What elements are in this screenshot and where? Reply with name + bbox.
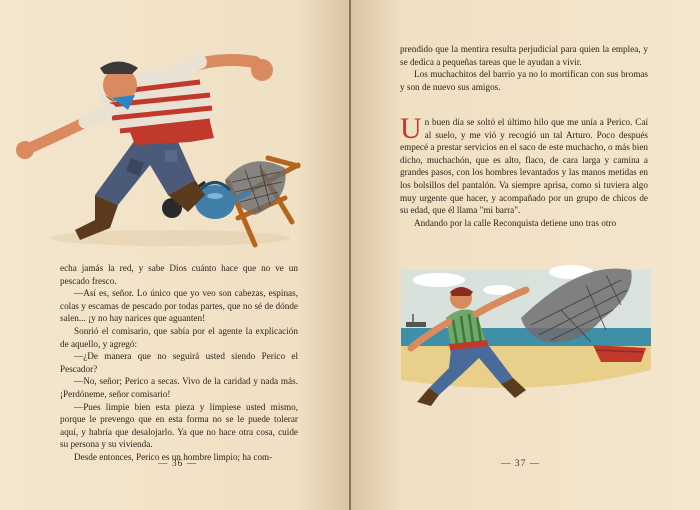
right-page	[351, 0, 700, 510]
page-number: — 37 —	[501, 459, 541, 469]
right-page-top-text	[400, 43, 648, 93]
fisherman-tripping-illustration	[0, 0, 349, 255]
left-page	[0, 0, 349, 510]
paragraph: Los muchachitos del barrio ya no lo mortifican con sus bromas y son de nuevo sus amigos.	[400, 69, 648, 92]
paragraph: —Así es, señor. Lo único que yo veo son cabezas, espinas, colas y escamas de pescado por todas partes, que no sé de dónde salen... ¡y no hay narices que aguanten!	[60, 288, 298, 324]
drop-cap: U	[400, 112, 422, 145]
paragraph: n buen día se soltó el último hilo que me unía a Perico. Caí al suelo, y me vió y recogió un tal Arturo. Poco después empecé a prestar servicios en el saco de este muchacho, o más bien dicho, muchachón, que es alto, flaco, de cara larga y camina a grandes pasos, con los hombres levantados y las manos metidas en los bolsillos del pantalón. Va siempre aprisa, como si tuviera algo muy urgente que hacer, y acompañado por un grupo de chicos de su edad, que él llama "mi barra".	[400, 117, 648, 216]
paragraph: echa jamás la red, y sabe Dios cuánto hace que no ve un pescado fresco.	[60, 263, 298, 286]
page-number: — 36 —	[158, 459, 198, 469]
right-page-section-text	[400, 112, 648, 229]
paragraph: prendido que la mentira resulta perjudicial para quien la emplea, y se dedica a pequeñas tareas que le ayudan a vivir.	[400, 44, 648, 67]
paragraph: Desde entonces, Perico es un hombre limpio; ha com-	[74, 451, 273, 462]
paragraph: —Pues limpie bien esta pieza y límpiese usted mismo, porque le prevengo que en esta forma no se le puede tolerar aquí, y habría que desalojarlo. Ya que no hace otra cosa, cuide su persona y su vivienda.	[60, 401, 298, 450]
boy-running-with-net-illustration	[351, 250, 700, 420]
paragraph: Andando por la calle Reconquista detiene uno tras otro	[414, 217, 617, 228]
paragraph: —No, señor; Perico a secas. Vivo de la caridad y nada más. ¡Perdóneme, señor comisario!	[60, 376, 298, 399]
paragraph: —¿De manera que no seguirá usted siendo Perico el Pescador?	[60, 351, 298, 374]
left-page-body	[60, 262, 298, 464]
paragraph: Sonrió el comisario, que sabía por el agente la explicación de aquello, y agregó:	[60, 325, 298, 349]
